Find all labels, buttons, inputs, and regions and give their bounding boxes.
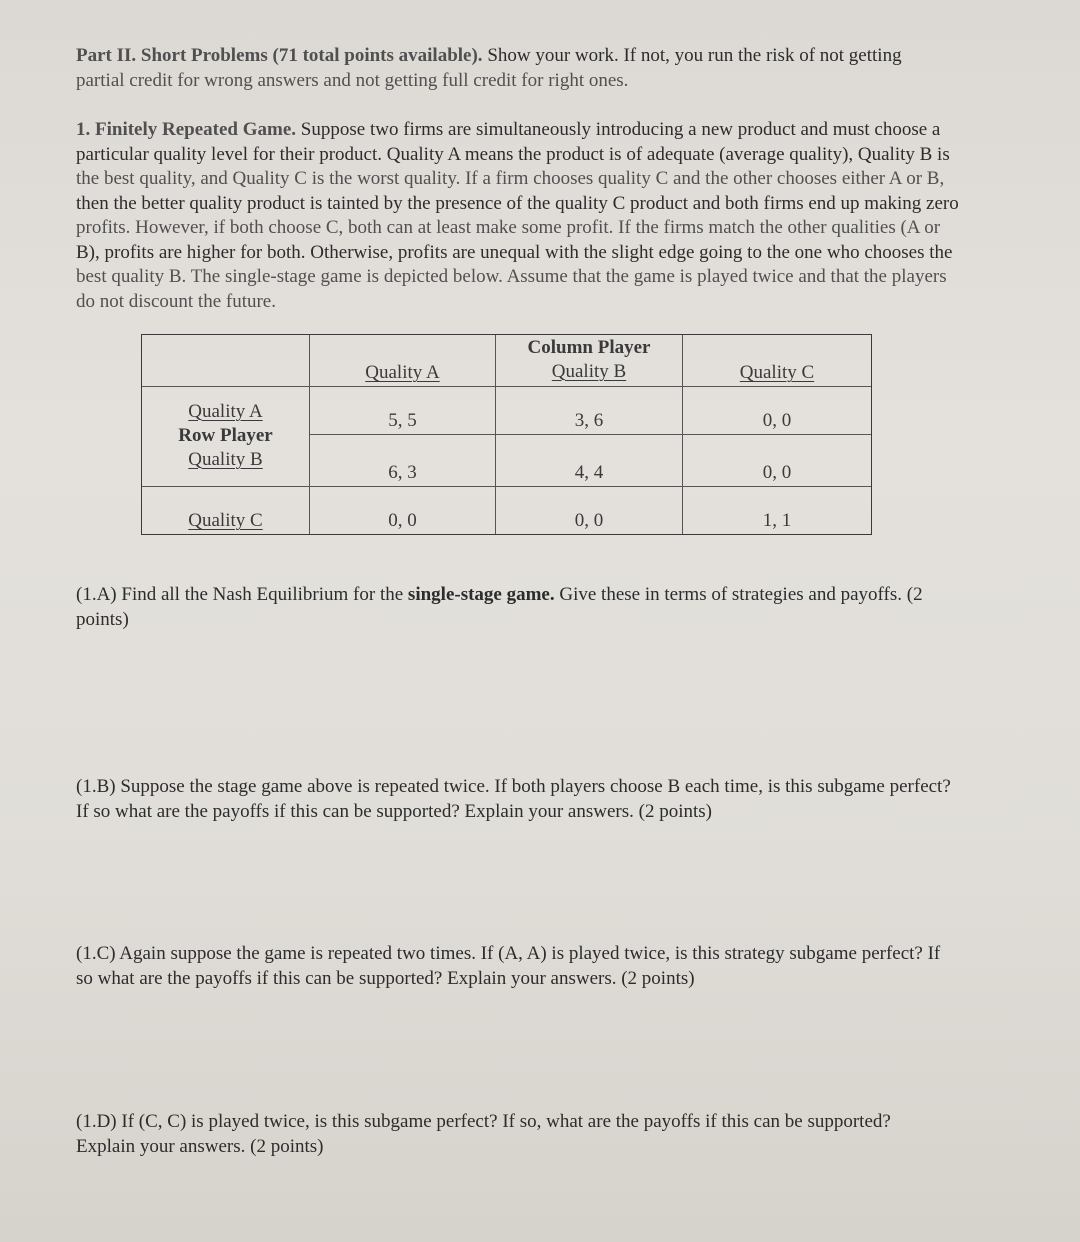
payoff-c-a: 0, 0 xyxy=(388,510,417,531)
payoff-cell xyxy=(310,387,496,435)
problem-line: then the better quality product is tainted by the presence of the quality C product and both firms end up making zero xyxy=(76,192,959,214)
column-header-cell xyxy=(683,335,871,387)
question-1c-line2: so what are the payoffs if this can be supported? Explain your answers. (2 points) xyxy=(76,967,695,989)
question-1a-bold: single-stage game. xyxy=(407,584,555,605)
question-1a-suffix: Give these in terms of strategies and payoffs. (2 xyxy=(554,584,923,605)
payoff-a-c: 0, 0 xyxy=(762,410,792,431)
payoff-cell xyxy=(683,435,871,487)
problem-line: do not discount the future. xyxy=(76,290,276,312)
payoff-cell xyxy=(496,435,683,487)
part-intro xyxy=(76,44,1048,93)
column-header-cell xyxy=(496,335,683,387)
question-1c-line1: (1.C) Again suppose the game is repeated two times. If (A, A) is played twice, is this strategy subgame perfect? If xyxy=(76,943,941,964)
column-player-label: Column Player xyxy=(527,336,651,358)
payoff-cell xyxy=(683,487,871,534)
question-1c xyxy=(76,942,1048,991)
problem-line: B), profits are higher for both. Otherwise, profits are unequal with the slight edge going to the one who chooses the xyxy=(76,241,953,263)
payoff-cell xyxy=(310,487,496,534)
question-1a-line2: points) xyxy=(76,608,129,630)
question-1d-line1: (1.D) If (C, C) is played twice, is this subgame perfect? If so, what are the payoffs if this can be supported? xyxy=(76,1111,891,1132)
row-label-quality-c: Quality C xyxy=(188,510,263,531)
question-1a-prefix: (1.A) Find all the Nash Equilibrium for the xyxy=(76,584,408,605)
payoff-cell xyxy=(310,435,496,487)
payoff-matrix xyxy=(141,334,872,535)
problem-line: Suppose two firms are simultaneously introducing a new product and must choose a xyxy=(296,119,941,140)
problem-statement xyxy=(76,118,1048,314)
payoff-a-b: 3, 6 xyxy=(574,410,604,431)
column-header-quality-c: Quality C xyxy=(739,362,815,383)
problem-line: particular quality level for their product. Quality A means the product is of adequate (average quality), Quality B is xyxy=(76,143,950,165)
payoff-b-c: 0, 0 xyxy=(762,462,792,483)
payoff-cell xyxy=(496,487,683,534)
question-1b-line1: (1.B) Suppose the stage game above is repeated twice. If both players choose B each time, is this subgame perfect? xyxy=(76,776,951,797)
question-1d xyxy=(76,1110,1048,1159)
intro-text-2: partial credit for wrong answers and not getting full credit for right ones. xyxy=(76,69,629,91)
problem-line: the best quality, and Quality C is the worst quality. If a firm chooses quality C and the other chooses either A or B, xyxy=(76,168,945,189)
question-1b-line2: If so what are the payoffs if this can be supported? Explain your answers. (2 points) xyxy=(76,800,712,822)
column-header-cell xyxy=(310,335,496,387)
payoff-cell xyxy=(496,387,683,435)
row-player-label: Row Player xyxy=(178,424,273,446)
column-header-quality-b: Quality B xyxy=(551,360,627,382)
part-heading: Part II. Short Problems (71 total points available). xyxy=(76,45,483,66)
payoff-a-a: 5, 5 xyxy=(388,410,417,431)
payoff-b-b: 4, 4 xyxy=(574,462,604,483)
payoff-c-b: 0, 0 xyxy=(574,510,604,531)
empty-corner-cell xyxy=(142,335,310,387)
column-header-quality-a: Quality A xyxy=(365,362,440,383)
payoff-cell xyxy=(683,387,871,435)
question-1a xyxy=(76,583,1048,632)
problem-title: Finitely Repeated Game. xyxy=(95,119,297,140)
intro-text-1: Show your work. If not, you run the risk of not getting xyxy=(482,45,902,66)
question-1d-line2: Explain your answers. (2 points) xyxy=(76,1135,324,1157)
problem-line: best quality B. The single-stage game is depicted below. Assume that the game is played twice and that the players xyxy=(76,266,947,287)
problem-line: profits. However, if both choose C, both can at least make some profit. If the firms match the other qualities (A or xyxy=(76,217,941,238)
row-label-cell xyxy=(142,387,310,487)
payoff-b-a: 6, 3 xyxy=(388,462,417,483)
row-label-quality-a: Quality A xyxy=(188,400,263,422)
payoff-c-c: 1, 1 xyxy=(762,510,792,531)
problem-number: 1. xyxy=(76,119,91,140)
row-label-quality-b: Quality B xyxy=(188,448,263,470)
question-1b xyxy=(76,775,1048,824)
row-label-cell xyxy=(142,487,310,534)
